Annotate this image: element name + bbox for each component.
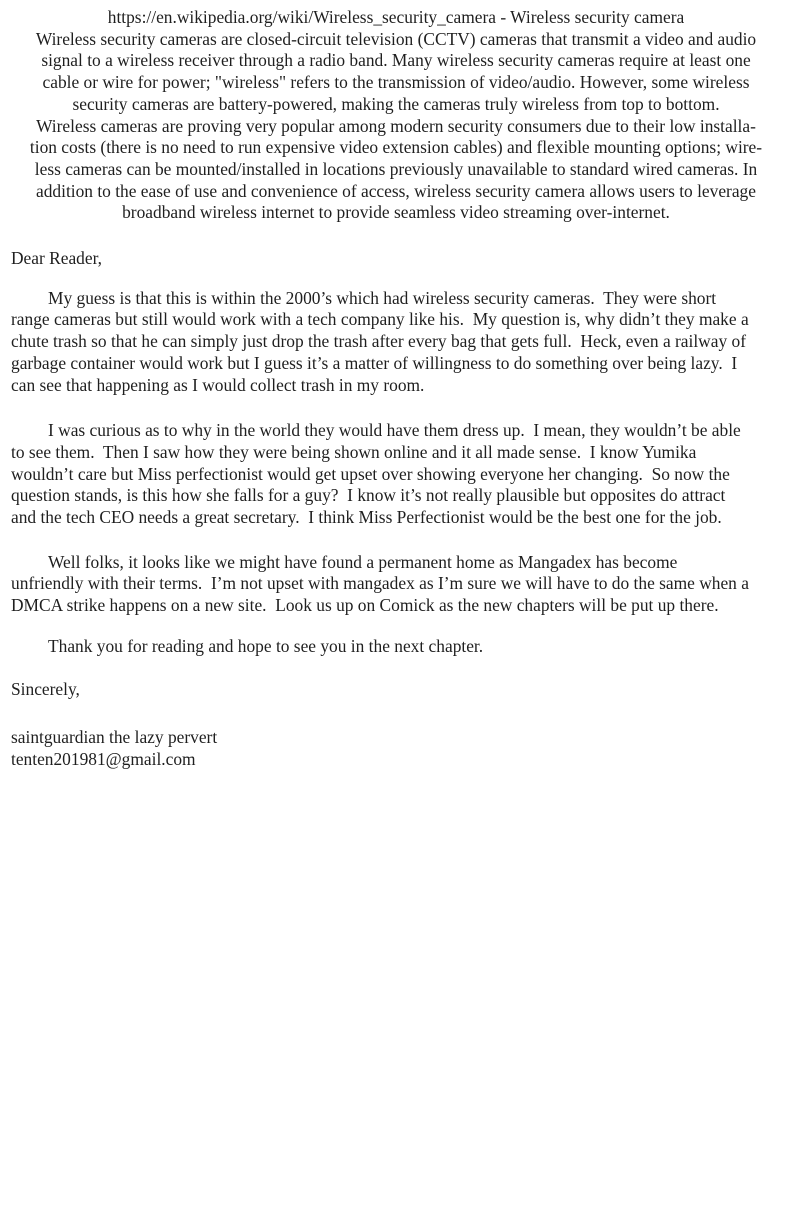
text-line: range cameras but still would work with a tech company like his. My question is, why didn’t they make a	[11, 309, 749, 330]
text-line: Thank you for reading and hope to see you in the next chapter.	[48, 635, 484, 656]
paragraph-guess	[11, 288, 781, 397]
text-line: cable or wire for power; "wireless" refers to the transmission of video/audio. However, some wireless	[42, 72, 750, 93]
text-line: Wireless cameras are proving very popular among modern security consumers due to their low installa-	[36, 115, 756, 136]
text-line: to see them. Then I saw how they were being shown online and it all made sense. I know Yumika	[11, 441, 697, 462]
signature-block	[11, 727, 781, 770]
text-line: DMCA strike happens on a new site. Look us up on Comick as the new chapters will be put up there.	[11, 595, 719, 616]
text-line: question stands, is this how she falls for a guy? I know it’s not really plausible but opposites do attract	[11, 485, 726, 506]
text-line: security cameras are battery-powered, making the cameras truly wireless from top to bottom.	[72, 93, 720, 114]
text-line: chute trash so that he can simply just drop the trash after every bag that gets full. Heck, even a railway of	[11, 331, 746, 352]
text-line: addition to the ease of use and convenience of access, wireless security camera allows users to leverage	[36, 180, 756, 201]
text-line: Well folks, it looks like we might have found a permanent home as Mangadex has become	[48, 551, 678, 572]
paragraph-curious	[11, 420, 781, 529]
wikipedia-excerpt	[11, 7, 781, 224]
signature-email: tenten201981@gmail.com	[11, 748, 196, 769]
text-line: tion costs (there is no need to run expensive video extension cables) and flexible mounting options; wire-	[29, 137, 763, 158]
text-line: less cameras can be mounted/installed in locations previously unavailable to standard wired cameras. In	[34, 158, 758, 179]
text-line: My guess is that this is within the 2000’s which had wireless security cameras. They were short	[48, 287, 717, 308]
text-line: Wireless security cameras are closed-circuit television (CCTV) cameras that transmit a video and audio	[35, 28, 757, 49]
text-line: can see that happening as I would collect trash in my room.	[11, 374, 425, 395]
text-line: garbage container would work but I guess it’s a matter of willingness to do something over being lazy. I	[11, 352, 738, 373]
paragraph-thanks	[11, 636, 781, 658]
text-line: signal to a wireless receiver through a radio band. Many wireless security cameras require at least one	[41, 50, 751, 71]
closing: Sincerely,	[11, 678, 80, 699]
paragraph-mangadex	[11, 552, 781, 617]
text-line: and the tech CEO needs a great secretary. I think Miss Perfectionist would be the best one for the job.	[11, 507, 722, 528]
text-line: broadband wireless internet to provide seamless video streaming over-internet.	[122, 202, 670, 223]
text-line: wouldn’t care but Miss perfectionist would get upset over showing everyone her changing. So now the	[11, 463, 730, 484]
text-line: unfriendly with their terms. I’m not upset with mangadex as I’m sure we will have to do the same when a	[11, 573, 749, 594]
salutation: Dear Reader,	[11, 248, 103, 269]
text-line: I was curious as to why in the world they would have them dress up. I mean, they wouldn’t be able	[48, 420, 741, 441]
signature-name: saintguardian the lazy pervert	[11, 727, 218, 748]
text-line: https://en.wikipedia.org/wiki/Wireless_security_camera - Wireless security camera	[107, 7, 685, 27]
